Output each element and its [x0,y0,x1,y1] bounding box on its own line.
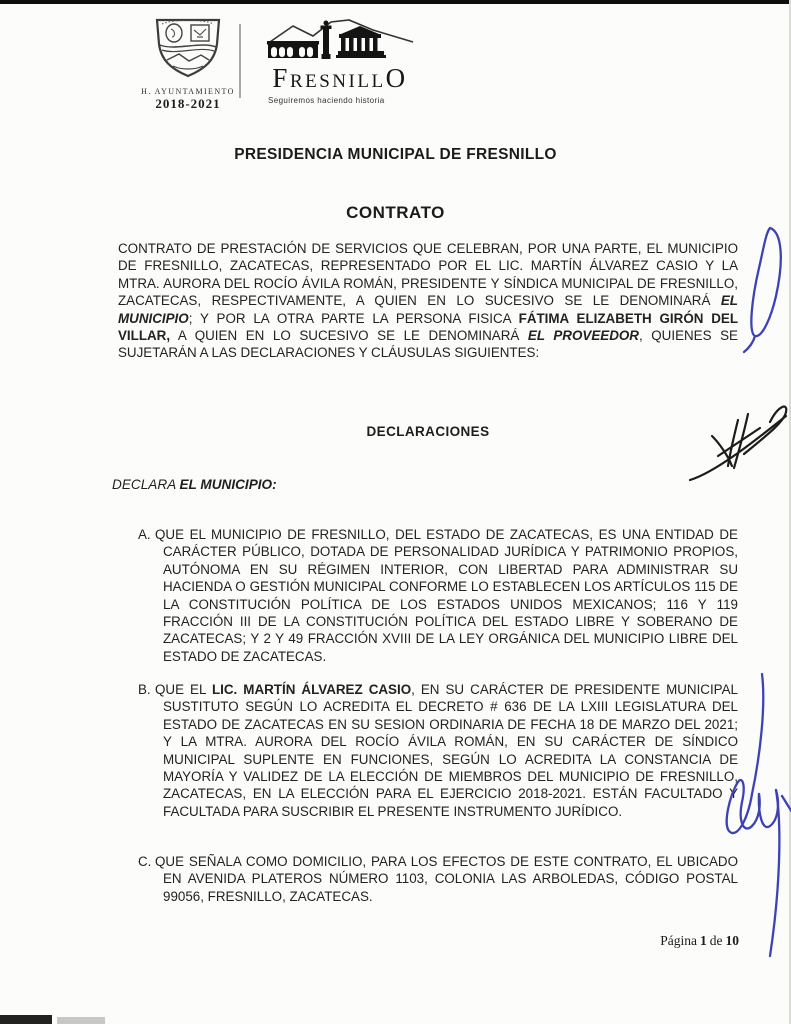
crest-caption: H. AYUNTAMIENTO [141,87,235,96]
coat-of-arms-icon [149,14,227,80]
scan-artifact-bottom-left-2 [57,1017,105,1024]
blue-pen-stroke-icon [740,220,788,360]
page-footer [657,933,739,949]
president-name: LIC. MARTÍN ÁLVAREZ CASIO [211,682,412,697]
declara-lead: DECLARA [112,477,180,492]
declara-party: EL MUNICIPIO: [179,477,277,492]
intro-seg-4: , QUIENES SE SUJETARÁN A LAS DECLARACIONES Y CLÁUSULAS SIGUIENTES: [118,328,738,361]
scan-artifact-bottom-left [0,1015,52,1024]
item-c-label: C. [138,854,152,869]
footer-total-pages: 10 [725,933,739,948]
scan-artifact-top-edge [0,0,791,4]
wordmark-initial: F [272,63,290,93]
page-title: PRESIDENCIA MUNICIPAL DE FRESNILLO [234,146,557,163]
fresnillo-skyline-icon [265,18,415,62]
declaration-item-c [118,853,738,905]
wordmark-final: O [385,63,408,93]
fresnillo-logo [256,18,424,105]
footer-pagina-label: Página [660,933,697,948]
item-c-text: QUE SEÑALA COMO DOMICILIO, PARA LOS EFECTOS DE ESTE CONTRATO, EL UBICADO EN AVENIDA PLATEROS NÚMERO 1103, COLONIA LAS ARBOLEDAS, CÓDIGO POSTAL 99056, FRESNILLO, ZACATECAS. [155,854,738,904]
item-b-text: , EN SU CARÁCTER DE PRESIDENTE MUNICIPAL SUSTITUTO SEGÚN LO ACREDITA EL DECRETO # 636 DE LA LXIII LEGISLATURA DEL ESTADO DE ZACATECAS EN SU SESION ORDINARIA DE FECHA 18 DE MARZO DEL 2021; Y LA MTRA. AURORA DEL ROCÍO ÁVILA ROMÁN, EN SU CARÁCTER DE SÍNDICO MUNICIPAL SUPLENTE EN FUNCIONES, SEGÚN LO ACREDITA LA CONSTANCIA DE MAYORÍA Y VALIDEZ DE LA ELECCIÓN DE MIEMBROS DEL MUNICIPIO DE FRESNILLO, ZACATECAS, EN LA ELECCIÓN PARA EL EJERCICIO 2018-2021. ESTÁN FACULTADO Y FACULTADA PARA SUSCRIBIR EL PRESENTE INSTRUMENTO JURÍDICO. [163,682,739,819]
black-initials-scribble-icon [682,392,791,492]
intro-seg-2: ; Y POR LA OTRA PARTE LA PERSONA FISICA [188,310,519,326]
item-a-text: QUE EL MUNICIPIO DE FRESNILLO, DEL ESTADO DE ZACATECAS, ES UNA ENTIDAD DE CARÁCTER PÚBLICO, DOTADA DE PERSONALIDAD JURÍDICA Y PATRIMONIO PROPIOS, AUTÓNOMA EN SU RÉGIMEN INTERIOR, CON LIBERTAD PARA ADMINISTRAR SU HACIENDA O GESTIÓN MUNICIPAL CONFORME LO ESTABLECEN LOS ARTÍCULOS 115 DE LA CONSTITUCIÓN POLÍTICA DE LOS ESTADOS UNIDOS MEXICANOS; 116 Y 119 FRACCIÓN III DE LA CONSTITUCIÓN POLÍTICA DEL ESTADO LIBRE Y SOBERANO DE ZACATECAS; Y 2 Y 49 FRACCIÓN XVIII DE LA LEY ORGÁNICA DEL MUNICIPIO LIBRE DEL ESTADO DE ZACATECAS. [155,527,738,664]
fresnillo-wordmark [256,65,424,96]
item-a-label: A. [138,527,151,542]
crest-years: 2018-2021 [155,96,221,111]
intro-seg-3: A QUIEN EN LO SUCESIVO SE LE DENOMINARÁ [170,328,528,344]
intro-seg-1: CONTRATO DE PRESTACIÓN DE SERVICIOS QUE CELEBRAN, POR UNA PARTE, EL MUNICIPIO DE FRESNILLO, ZACATECAS, REPRESENTADO POR EL LIC. MARTÍN ÁLVAREZ CASIO Y LA MTRA. AURORA DEL ROCÍO ÁVILA ROMÁN, PRESIDENTE Y SÍNDICA MUNICIPAL DE FRESNILLO, ZACATECAS, RESPECTIVAMENTE, A QUIEN EN LO SUCESIVO SE LE DENOMINARÁ [118,241,738,309]
declaraciones-heading: DECLARACIONES [366,424,490,439]
intro-paragraph [118,240,738,362]
contract-heading: CONTRATO [346,203,445,222]
declaration-item-a [118,526,738,665]
provider-name: FÁTIMA ELIZABETH GIRÓN DEL VILLAR, [118,310,739,344]
brand-tagline: Seguiremos haciendo historia [268,96,385,105]
wordmark-body: RESNILL [289,71,386,92]
footer-page-number: 1 [700,933,707,948]
footer-de-label: de [709,933,723,948]
declara-line [112,477,277,492]
declaration-item-b [118,681,738,820]
logo-divider [239,24,241,98]
item-b-pre: QUE EL [155,682,212,697]
term-el-municipio: EL MUNICIPIO [118,293,738,326]
municipal-crest-logo [134,14,242,112]
term-el-proveedor: EL PROVEEDOR [527,328,639,344]
item-b-label: B. [138,682,151,697]
